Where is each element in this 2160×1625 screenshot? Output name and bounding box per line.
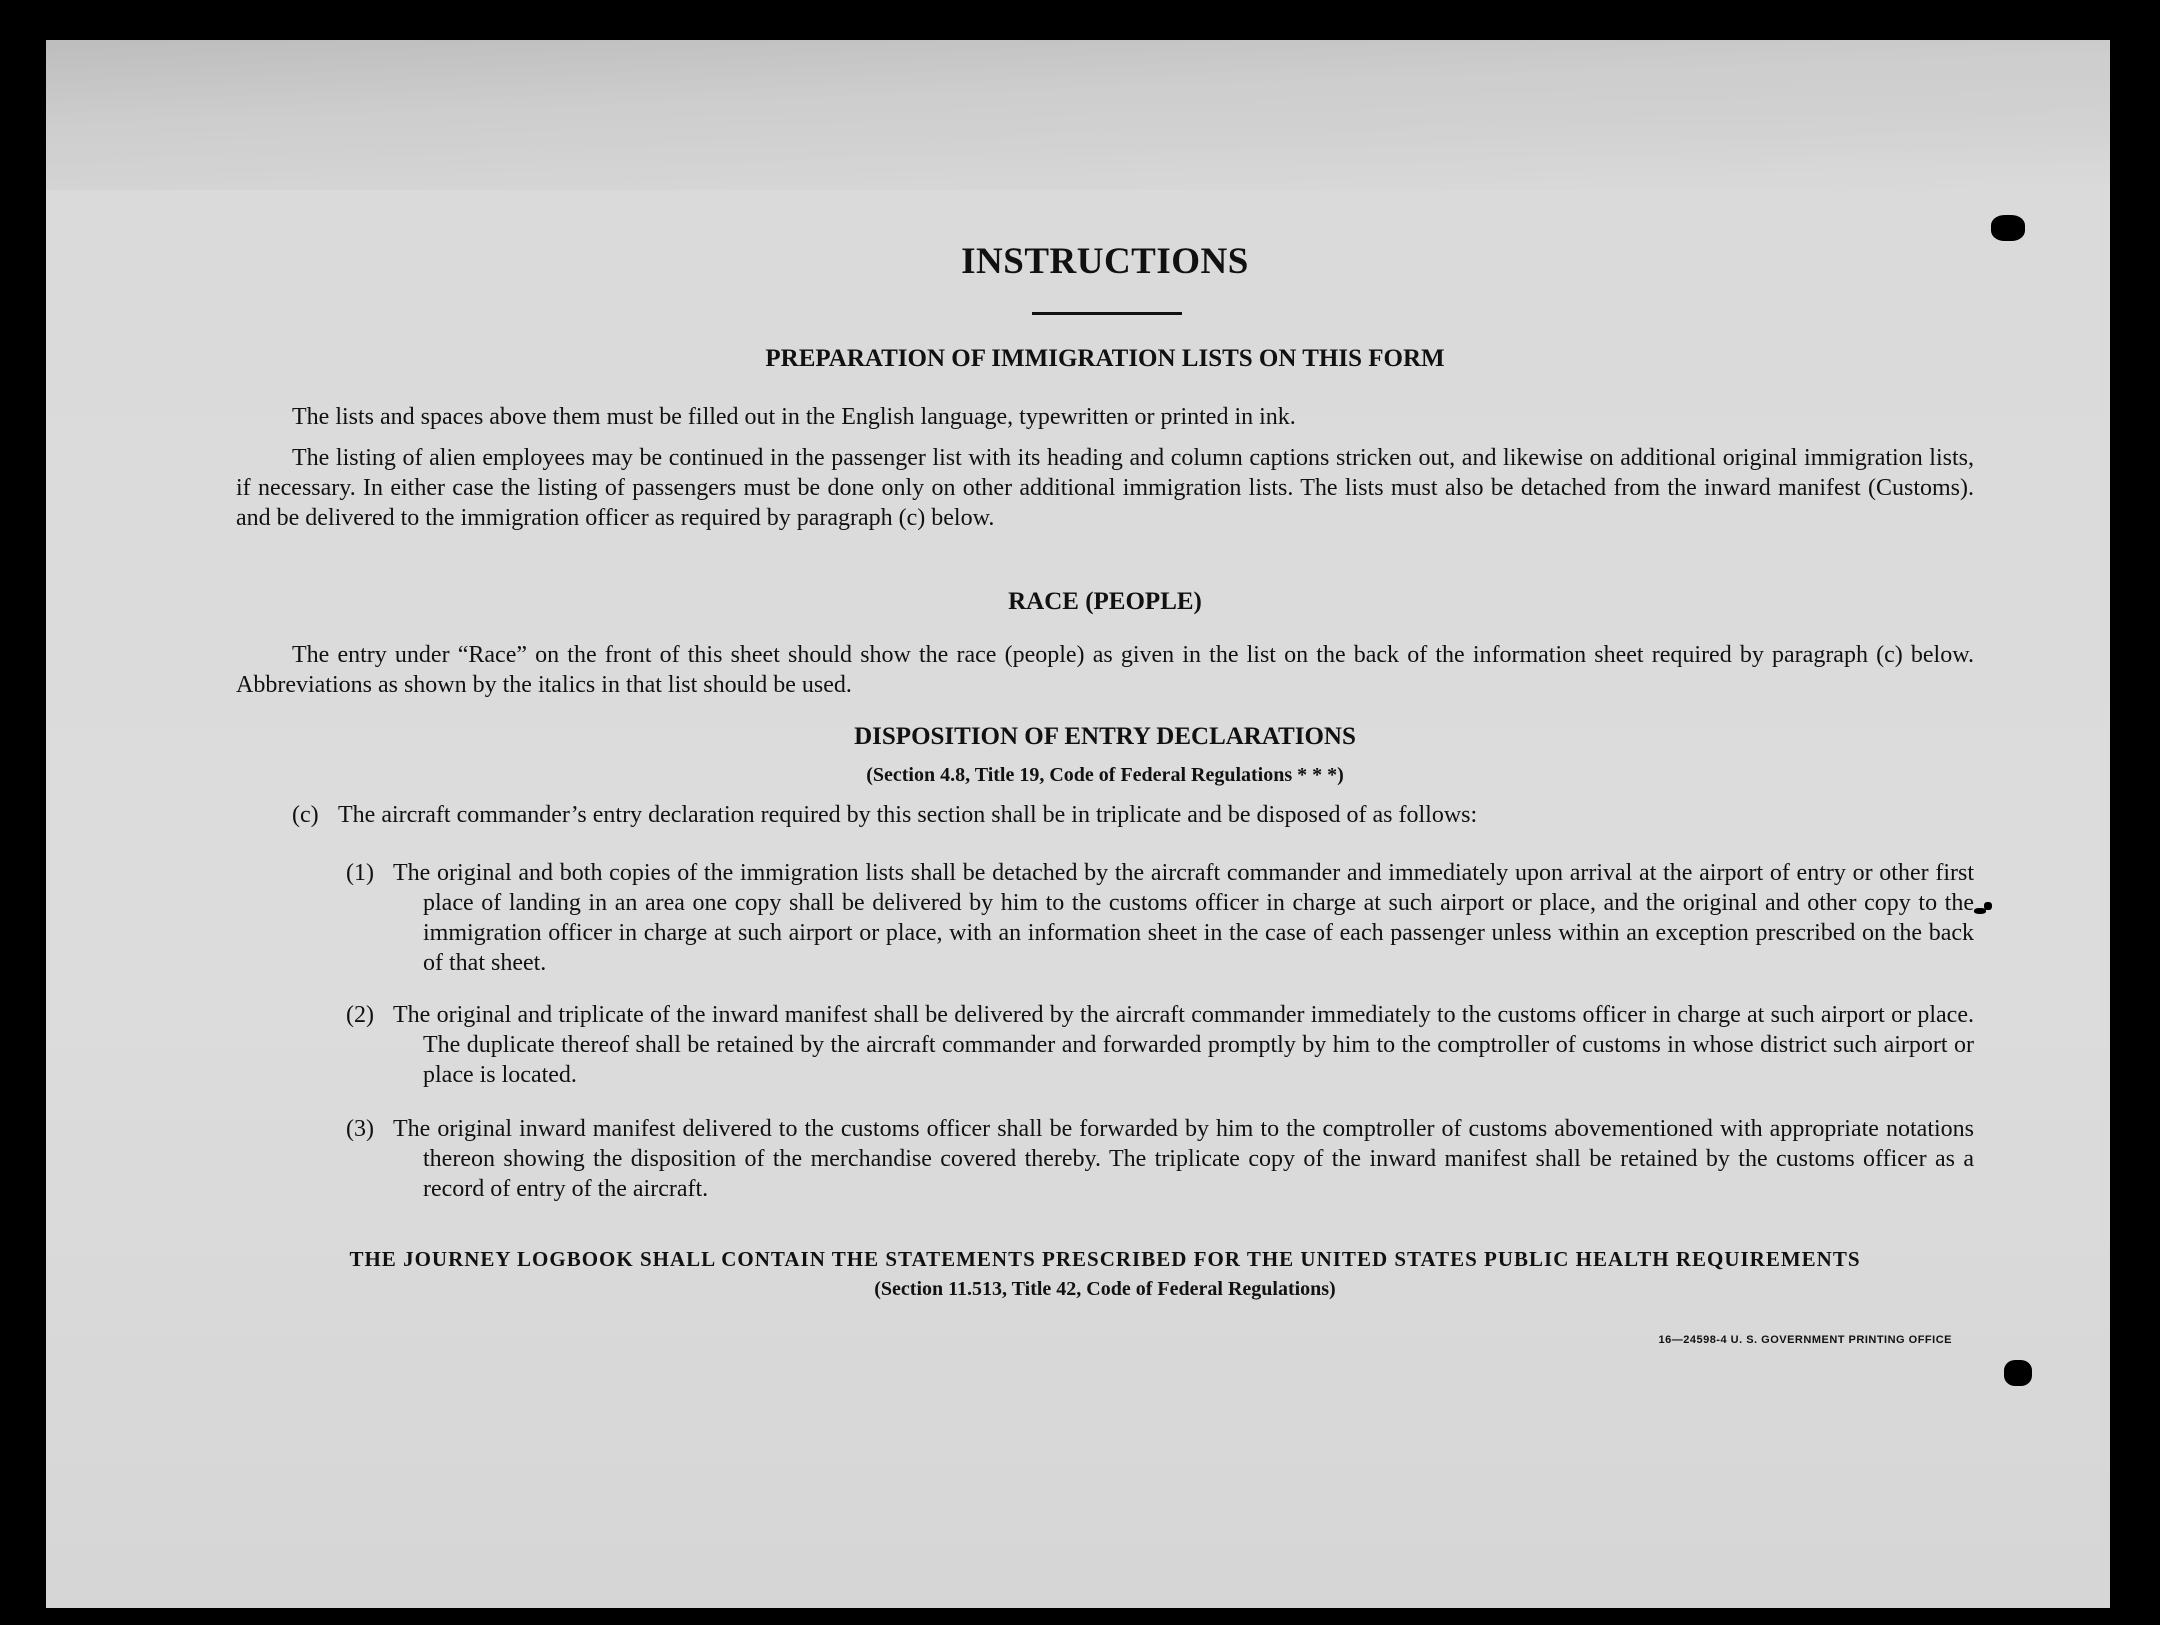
- printer-imprint: 16—24598-4 U. S. GOVERNMENT PRINTING OFFICE: [1658, 1334, 1952, 1346]
- document-sheet: INSTRUCTIONS PREPARATION OF IMMIGRATION LISTS ON THIS FORM The lists and spaces above them must be filled out in the English language, typewritten or printed in ink. The listing of alien employees may be continued in the passenger list with its heading and column captions stricken out, and likewise on additional original immigration lists, if necessary. In either case the listing of passengers must be done only on other additional immigration lists. The lists must also be detached from the inward manifest (Customs). and be delivered to the immigration officer as required by paragraph (c) below. RACE (PEOPLE) The entry under “Race” on the front of this sheet should show the race (people) as given in the list on the back of the information sheet required by paragraph (c) below. Abbreviations as shown by the italics in that list should be used. DISPOSITION OF ENTRY DECLARATIONS (Section 4.8, Title 19, Code of Federal Regulations * * *) (c) The aircraft commander’s entry declaration required by this section shall be in triplicate and be disposed of as follows: (1) The original and both copies of the immigration lists shall be detached by the aircraft commander and immediately upon arrival at the airport of entry or other first place of landing in an area one copy shall be delivered by him to the customs officer in charge at such airport or place, and the original and other copy to the immigration officer in charge at such airport or place, with an information sheet in the case of each passenger unless within an exception prescribed on the back of that sheet. (2) The original and triplicate of the inward manifest shall be delivered by the aircraft commander immediately to the customs officer in charge at such airport or place. The duplicate thereof shall be retained by the aircraft commander and forwarded promptly by him to the comptroller of customs in whose district such airport or place is located. (3) The original inward manifest delivered to the customs officer shall be forwarded by him to the comptroller of customs abovementioned with appropriate notations thereon showing the disposition of the merchandise covered thereby. The triplicate copy of the inward manifest shall be retained by the customs officer as a record of entry of the aircraft. THE JOURNEY LOGBOOK SHALL CONTAIN THE STATEMENTS PRESCRIBED FOR THE UNITED STATES PUBLIC HEALTH REQUIREMENTS (Section 11.513, Title 42, Code of Federal Regulations) 16—24598-4 U. S. GOVERNMENT PRINTING OFFICE: [46, 40, 2110, 1608]
- ink-blot: [1991, 215, 2025, 241]
- folded-edge: [46, 40, 2110, 190]
- preparation-paragraph-2: The listing of alien employees may be continued in the passenger list with its heading and column captions stricken out, and likewise on additional original immigration lists, if necessary. In either case the listing of passengers must be done only on other additional immigration lists. The lists must also be detached from the inward manifest (Customs). and be delivered to the immigration officer as required by paragraph (c) below.: [236, 445, 1974, 531]
- race-paragraph: The entry under “Race” on the front of this sheet should show the race (people) as given in the list on the back of the information sheet required by paragraph (c) below. Abbreviations as shown by the italics in that list should be used.: [236, 642, 1974, 698]
- health-requirement-citation: (Section 11.513, Title 42, Code of Federal Regulations): [874, 1278, 1336, 1300]
- ink-blot: [2004, 1360, 2032, 1386]
- race-heading: RACE (PEOPLE): [1008, 588, 1202, 615]
- disposition-lead-number: (c): [292, 802, 319, 828]
- disposition-citation: (Section 4.8, Title 19, Code of Federal Regulations * * *): [866, 764, 1344, 786]
- ink-dot: [1974, 908, 1986, 914]
- preparation-heading: PREPARATION OF IMMIGRATION LISTS ON THIS FORM: [765, 345, 1445, 372]
- page-title: INSTRUCTIONS: [961, 241, 1249, 282]
- title-underline: [1032, 312, 1182, 315]
- health-requirement-line: THE JOURNEY LOGBOOK SHALL CONTAIN THE STATEMENTS PRESCRIBED FOR THE UNITED STATES PUBLIC HEALTH REQUIREMENTS: [349, 1247, 1861, 1271]
- disposition-lead-text: The aircraft commander’s entry declaration required by this section shall be in triplicate and be disposed of as follows:: [338, 802, 1478, 828]
- disposition-heading: DISPOSITION OF ENTRY DECLARATIONS: [854, 723, 1356, 750]
- preparation-paragraph-1: The lists and spaces above them must be filled out in the English language, typewritten or printed in ink.: [292, 404, 1296, 430]
